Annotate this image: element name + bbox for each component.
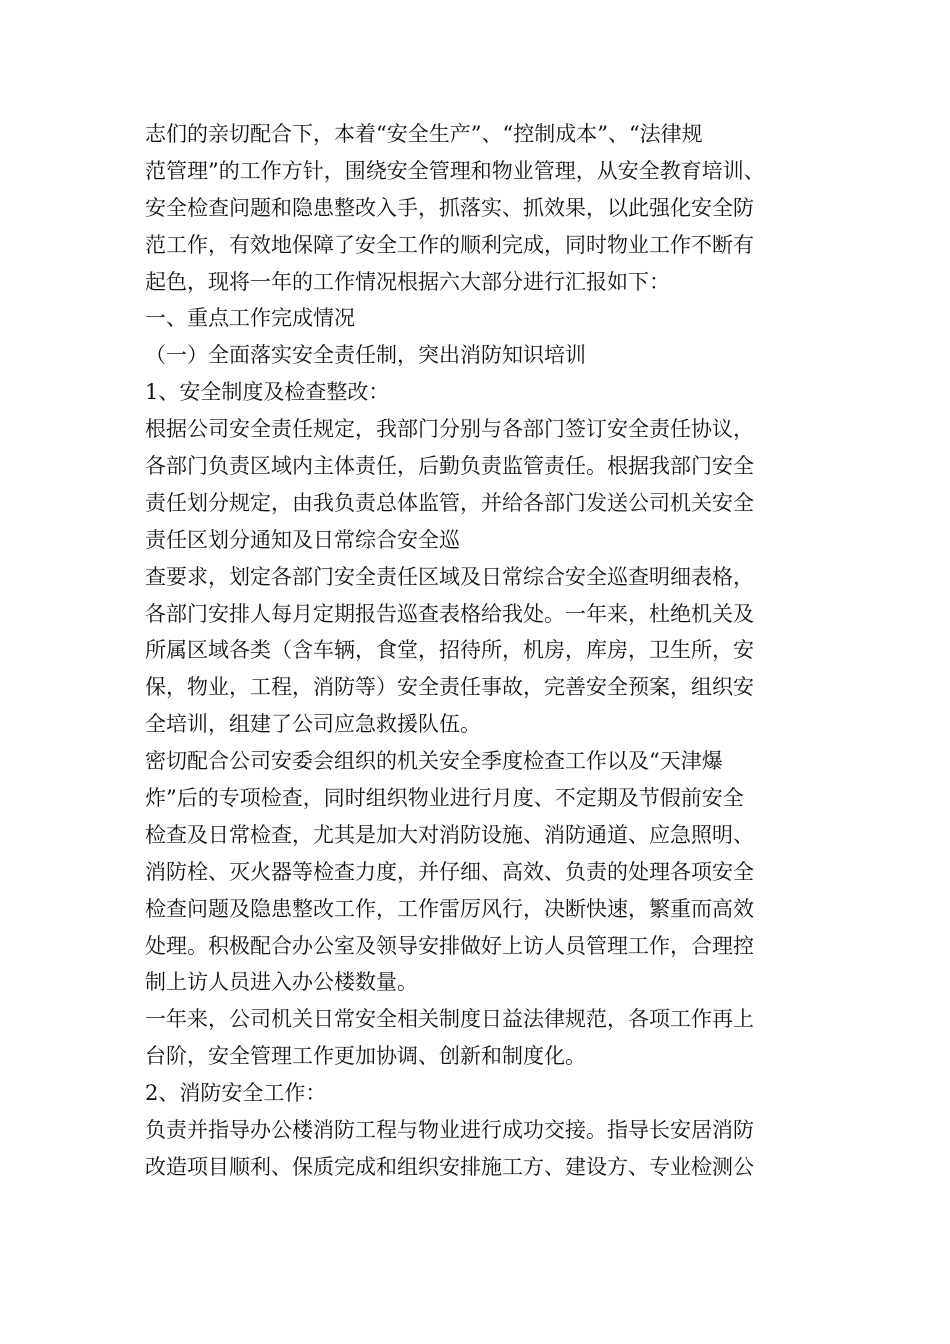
subsection-heading: （一）全面落实安全责任制，突出消防知识培训	[145, 343, 586, 368]
text-line: 处理。积极配合办公室及领导安排做好上访人员管理工作，合理控	[145, 933, 754, 958]
text-line: 志们的亲切配合下，本着“安全生产”、“控制成本”、“法律规	[145, 122, 703, 146]
item-heading: 2、消防安全工作：	[145, 1081, 327, 1106]
text-line: 全培训，组建了公司应急救援队伍。	[145, 712, 481, 737]
document-body	[145, 116, 817, 1186]
text-line: 改造项目顺利、保质完成和组织安排施工方、建设方、专业检测公	[145, 1154, 754, 1179]
text-line: 检查及日常检查，尤其是加大对消防设施、消防通道、应急照明、	[145, 822, 754, 847]
text-line: 根据公司安全责任规定，我部门分别与各部门签订安全责任协议，	[145, 417, 754, 442]
section-heading: 一、重点工作完成情况	[145, 306, 355, 331]
text-line: 负责并指导办公楼消防工程与物业进行成功交接。指导长安居消防	[145, 1118, 754, 1143]
text-line: 范管理”的工作方针，围绕安全管理和物业管理，从安全教育培训、	[145, 158, 765, 183]
item-heading: 1、安全制度及检查整改：	[145, 380, 390, 405]
text-line: 各部门负责区域内主体责任，后勤负责监管责任。根据我部门安全	[145, 454, 754, 479]
text-line: 检查问题及隐患整改工作，工作雷厉风行，决断快速，繁重而高效	[145, 896, 754, 921]
text-line: 密切配合公司安委会组织的机关安全季度检查工作以及“天津爆	[145, 749, 723, 774]
text-line: 台阶，安全管理工作更加协调、创新和制度化。	[145, 1044, 586, 1069]
text-line: 起色，现将一年的工作情况根据六大部分进行汇报如下：	[145, 269, 670, 294]
text-line: 炸”后的专项检查，同时组织物业进行月度、不定期及节假前安全	[145, 786, 744, 811]
text-line: 范工作，有效地保障了安全工作的顺利完成，同时物业工作不断有	[145, 232, 754, 257]
text-line: 一年来，公司机关日常安全相关制度日益法律规范，各项工作再上	[145, 1007, 754, 1032]
text-line: 制上访人员进入办公楼数量。	[145, 970, 418, 995]
text-line: 所属区域各类（含车辆，食堂，招待所，机房，库房，卫生所，安	[145, 638, 754, 663]
text-line: 各部门安排人每月定期报告巡查表格给我处。一年来，杜绝机关及	[145, 601, 754, 626]
text-line: 责任划分规定，由我负责总体监管，并给各部门发送公司机关安全	[145, 490, 754, 515]
text-line: 责任区划分通知及日常综合安全巡	[145, 527, 460, 552]
text-line: 保，物业，工程，消防等）安全责任事故，完善安全预案，组织安	[145, 675, 754, 700]
text-line: 安全检查问题和隐患整改入手，抓落实、抓效果，以此强化安全防	[145, 195, 754, 220]
text-line: 查要求，划定各部门安全责任区域及日常综合安全巡查明细表格，	[145, 564, 754, 589]
text-line: 消防栓、灭火器等检查力度，并仔细、高效、负责的处理各项安全	[145, 859, 754, 884]
